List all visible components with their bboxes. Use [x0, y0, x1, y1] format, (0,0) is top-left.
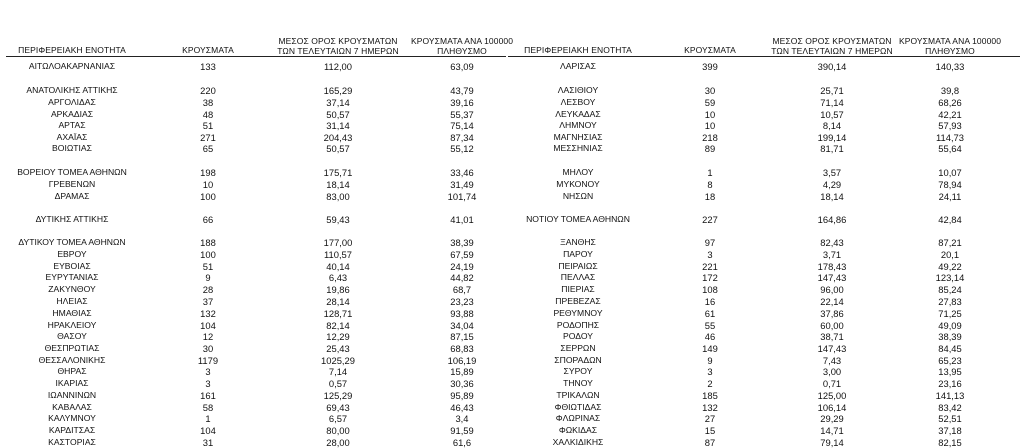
left-per100k-cell: 67,59	[450, 249, 474, 260]
left-avg7-cell: 18,14	[326, 179, 350, 190]
right-avg7-cell: 81,71	[820, 143, 844, 154]
left-region-cell: ΘΗΡΑΣ	[57, 366, 87, 376]
left-region-cell: ΑΡΚΑΔΙΑΣ	[50, 109, 94, 119]
left-per100k-cell: 39,16	[450, 97, 474, 108]
left-header-per100k-line2: ΠΛΗΘΥΣΜΟ	[437, 46, 487, 56]
left-per100k-cell: 15,89	[450, 366, 474, 377]
right-avg7-cell: 164,86	[817, 214, 847, 225]
left-cases-cell: 48	[202, 109, 214, 120]
left-avg7-cell: 50,57	[326, 109, 350, 120]
right-region-cell: ΧΑΛΚΙΔΙΚΗΣ	[552, 437, 604, 447]
right-per100k-cell: 114,73	[936, 132, 964, 143]
right-avg7-cell: 106,14	[817, 402, 847, 413]
right-per100k-cell: 84,45	[938, 343, 962, 354]
left-header-avg7	[268, 36, 408, 56]
right-avg7-cell: 3,00	[822, 366, 842, 377]
right-cases-cell: 27	[704, 413, 716, 424]
right-cases-cell: 61	[704, 308, 716, 319]
right-avg7-cell: 29,29	[820, 413, 844, 424]
right-region-cell: ΜΥΚΟΝΟΥ	[556, 179, 600, 189]
left-cases-cell: 220	[200, 85, 216, 96]
left-cases-cell: 100	[200, 191, 216, 202]
left-region-cell: ΒΟΡΕΙΟΥ ΤΟΜΕΑ ΑΘΗΝΩΝ	[17, 167, 127, 177]
left-region-cell: ΘΕΣΠΡΩΤΙΑΣ	[44, 343, 100, 353]
left-region-cell: ΚΑΣΤΟΡΙΑΣ	[48, 437, 96, 447]
left-region-cell: ΔΡΑΜΑΣ	[54, 191, 90, 201]
left-per100k-cell: 44,82	[450, 272, 474, 283]
left-per100k-cell: 33,46	[450, 167, 474, 178]
right-cases-cell: 399	[702, 61, 718, 72]
right-region-cell: ΤΗΝΟΥ	[563, 378, 593, 388]
right-per100k-cell: 68,26	[938, 97, 962, 108]
right-region-cell: ΜΑΓΝΗΣΙΑΣ	[553, 132, 603, 142]
left-per100k-cell: 87,15	[450, 331, 474, 342]
left-avg7-cell: 177,00	[323, 237, 353, 248]
left-per100k-cell: 34,04	[450, 320, 474, 331]
left-region-cell: ΑΝΑΤΟΛΙΚΗΣ ΑΤΤΙΚΗΣ	[26, 85, 118, 95]
left-avg7-cell: 1025,29	[321, 355, 355, 366]
right-cases-cell: 97	[704, 237, 716, 248]
right-per100k-cell: 23,16	[938, 378, 962, 389]
right-region-cell: ΞΑΝΘΗΣ	[560, 237, 596, 247]
right-region-cell: ΣΠΟΡΑΔΩΝ	[554, 355, 602, 365]
right-per100k-cell: 38,39	[938, 331, 962, 342]
right-per100k-cell: 82,15	[938, 437, 962, 448]
right-cases-cell: 2	[707, 378, 713, 389]
left-region-cell: ΒΟΙΩΤΙΑΣ	[52, 143, 92, 153]
left-region-cell: ΚΑΛΥΜΝΟΥ	[48, 413, 96, 423]
left-header-region: ΠΕΡΙΦΕΡΕΙΑΚΗ ΕΝΟΤΗΤΑ	[18, 45, 126, 55]
left-avg7-cell: 125,29	[323, 390, 353, 401]
right-per100k-cell: 57,93	[938, 120, 962, 131]
right-avg7-cell: 390,14	[817, 61, 847, 72]
left-cases-cell: 66	[202, 214, 214, 225]
right-avg7-cell: 60,00	[820, 320, 844, 331]
left-cases-cell: 31	[202, 437, 214, 448]
right-cases-cell: 46	[704, 331, 716, 342]
left-region-cell: ΙΩΑΝΝΙΝΩΝ	[47, 390, 97, 400]
left-per100k-cell: 68,83	[450, 343, 474, 354]
right-region-cell: ΝΟΤΙΟΥ ΤΟΜΕΑ ΑΘΗΝΩΝ	[526, 214, 630, 224]
left-cases-cell: 58	[202, 402, 214, 413]
left-avg7-cell: 59,43	[326, 214, 350, 225]
left-avg7-cell: 69,43	[326, 402, 350, 413]
left-avg7-cell: 28,00	[326, 437, 350, 448]
right-cases-cell: 8	[707, 179, 713, 190]
right-avg7-cell: 8,14	[822, 120, 842, 131]
left-region-cell: ΑΙΤΩΛΟΑΚΑΡΝΑΝΙΑΣ	[28, 61, 116, 71]
left-avg7-cell: 6,57	[328, 413, 348, 424]
left-cases-cell: 132	[200, 308, 216, 319]
left-cases-cell: 133	[200, 61, 216, 72]
left-cases-cell: 104	[200, 320, 216, 331]
right-cases-cell: 89	[704, 143, 716, 154]
left-per100k-cell: 95,89	[450, 390, 474, 401]
left-per100k-cell: 3,4	[455, 413, 469, 424]
left-region-cell: ΔΥΤΙΚΟΥ ΤΟΜΕΑ ΑΘΗΝΩΝ	[18, 237, 126, 247]
right-cases-cell: 172	[702, 272, 718, 283]
right-per100k-cell: 87,21	[938, 237, 962, 248]
right-avg7-cell: 37,86	[820, 308, 844, 319]
left-per100k-cell: 106,19	[447, 355, 477, 366]
right-region-cell: ΡΟΔΟΠΗΣ	[556, 320, 600, 330]
right-region-cell: ΡΟΔΟΥ	[563, 331, 593, 341]
right-region-cell: ΣΥΡΟΥ	[563, 366, 593, 376]
right-per100k-cell: 78,94	[938, 179, 962, 190]
left-region-cell: ΖΑΚΥΝΘΟΥ	[48, 284, 96, 294]
left-per100k-cell: 30,36	[450, 378, 474, 389]
right-header-avg7-line2: ΤΩΝ ΤΕΛΕΥΤΑΙΩΝ 7 ΗΜΕΡΩΝ	[771, 46, 893, 56]
left-avg7-cell: 25,43	[326, 343, 350, 354]
right-cases-cell: 59	[704, 97, 716, 108]
right-avg7-cell: 199,14	[817, 132, 847, 143]
right-cases-cell: 108	[702, 284, 718, 295]
right-per100k-cell: 39,8	[940, 85, 960, 96]
left-region-cell: ΙΚΑΡΙΑΣ	[55, 378, 89, 388]
right-cases-cell: 16	[704, 296, 716, 307]
left-region-cell: ΕΥΒΟΙΑΣ	[53, 261, 91, 271]
left-avg7-cell: 6,43	[328, 272, 348, 283]
right-header-per100k-line1: ΚΡΟΥΣΜΑΤΑ ΑΝΑ 100000	[898, 36, 1002, 46]
right-cases-cell: 10	[704, 109, 716, 120]
right-cases-cell: 221	[702, 261, 718, 272]
right-avg7-cell: 96,00	[820, 284, 844, 295]
left-region-cell: ΚΑΡΔΙΤΣΑΣ	[48, 425, 96, 435]
left-avg7-cell: 19,86	[326, 284, 350, 295]
header-rule-right	[508, 56, 1020, 57]
left-region-cell: ΔΥΤΙΚΗΣ ΑΤΤΙΚΗΣ	[35, 214, 109, 224]
left-avg7-cell: 50,57	[326, 143, 350, 154]
left-avg7-cell: 165,29	[323, 85, 353, 96]
right-per100k-cell: 42,21	[938, 109, 962, 120]
left-avg7-cell: 112,00	[324, 61, 352, 72]
right-region-cell: ΜΕΣΣΗΝΙΑΣ	[553, 143, 603, 153]
right-header-region: ΠΕΡΙΦΕΡΕΙΑΚΗ ΕΝΟΤΗΤΑ	[524, 45, 632, 55]
left-cases-cell: 100	[200, 249, 216, 260]
left-per100k-cell: 55,12	[450, 143, 474, 154]
right-cases-cell: 18	[704, 191, 716, 202]
left-per100k-cell: 101,74	[447, 191, 477, 202]
right-cases-cell: 149	[702, 343, 718, 354]
right-region-cell: ΜΗΛΟΥ	[562, 167, 594, 177]
left-region-cell: ΘΑΣΟΥ	[57, 331, 87, 341]
right-avg7-cell: 25,71	[820, 85, 844, 96]
left-header-avg7-line2: ΤΩΝ ΤΕΛΕΥΤΑΙΩΝ 7 ΗΜΕΡΩΝ	[277, 46, 399, 56]
right-avg7-cell: 18,14	[820, 191, 844, 202]
right-cases-cell: 3	[707, 366, 713, 377]
left-cases-cell: 1	[205, 413, 211, 424]
left-avg7-cell: 37,14	[326, 97, 350, 108]
right-cases-cell: 55	[704, 320, 716, 331]
right-region-cell: ΣΕΡΡΩΝ	[560, 343, 596, 353]
left-cases-cell: 1179	[197, 355, 219, 366]
right-per100k-cell: 20,1	[940, 249, 960, 260]
right-avg7-cell: 147,43	[817, 343, 847, 354]
right-per100k-cell: 123,14	[935, 272, 965, 283]
left-cases-cell: 28	[202, 284, 214, 295]
right-per100k-cell: 10,07	[938, 167, 962, 178]
right-cases-cell: 185	[702, 390, 718, 401]
left-cases-cell: 37	[202, 296, 214, 307]
left-avg7-cell: 83,00	[326, 191, 350, 202]
right-region-cell: ΛΕΥΚΑΔΑΣ	[555, 109, 601, 119]
left-cases-cell: 188	[200, 237, 216, 248]
right-avg7-cell: 82,43	[820, 237, 844, 248]
left-cases-cell: 161	[200, 390, 216, 401]
left-cases-cell: 65	[202, 143, 214, 154]
right-per100k-cell: 85,24	[938, 284, 962, 295]
right-per100k-cell: 65,23	[938, 355, 962, 366]
left-cases-cell: 198	[200, 167, 216, 178]
left-per100k-cell: 87,34	[450, 132, 474, 143]
right-region-cell: ΝΗΣΩΝ	[562, 191, 594, 201]
left-cases-cell: 271	[200, 132, 216, 143]
right-region-cell: ΡΕΘΥΜΝΟΥ	[553, 308, 603, 318]
right-avg7-cell: 38,71	[820, 331, 844, 342]
left-region-cell: ΗΡΑΚΛΕΙΟΥ	[47, 320, 97, 330]
right-cases-cell: 3	[707, 249, 713, 260]
left-cases-cell: 51	[202, 120, 214, 131]
left-cases-cell: 3	[205, 366, 211, 377]
right-cases-cell: 10	[704, 120, 716, 131]
left-cases-cell: 9	[205, 272, 211, 283]
right-per100k-cell: 37,18	[938, 425, 962, 436]
right-avg7-cell: 4,29	[822, 179, 842, 190]
left-cases-cell: 104	[200, 425, 216, 436]
right-per100k-cell: 42,84	[938, 214, 962, 225]
left-per100k-cell: 75,14	[450, 120, 474, 131]
left-avg7-cell: 204,43	[323, 132, 353, 143]
right-avg7-cell: 125,00	[817, 390, 847, 401]
left-avg7-cell: 175,71	[323, 167, 353, 178]
right-avg7-cell: 178,43	[817, 261, 847, 272]
left-region-cell: ΑΡΤΑΣ	[58, 120, 86, 130]
left-region-cell: ΗΜΑΘΙΑΣ	[52, 308, 92, 318]
header-rule-left	[6, 56, 506, 57]
left-per100k-cell: 61,6	[452, 437, 472, 448]
right-per100k-cell: 71,25	[938, 308, 962, 319]
right-region-cell: ΠΡΕΒΕΖΑΣ	[555, 296, 601, 306]
left-avg7-cell: 12,29	[326, 331, 350, 342]
left-avg7-cell: 7,14	[328, 366, 348, 377]
right-region-cell: ΤΡΙΚΑΛΩΝ	[556, 390, 600, 400]
right-avg7-cell: 71,14	[820, 97, 844, 108]
right-region-cell: ΦΛΩΡΙΝΑΣ	[555, 413, 601, 423]
left-per100k-cell: 41,01	[450, 214, 474, 225]
right-avg7-cell: 7,43	[822, 355, 842, 366]
right-per100k-cell: 55,64	[938, 143, 962, 154]
right-avg7-cell: 14,71	[820, 425, 844, 436]
left-header-cases: ΚΡΟΥΣΜΑΤΑ	[182, 45, 234, 55]
right-avg7-cell: 147,43	[817, 272, 847, 283]
left-region-cell: ΕΒΡΟΥ	[57, 249, 87, 259]
right-per100k-cell: 49,22	[938, 261, 962, 272]
right-region-cell: ΛΗΜΝΟΥ	[559, 120, 597, 130]
right-region-cell: ΛΑΣΙΘΙΟΥ	[557, 85, 599, 95]
right-avg7-cell: 79,14	[820, 437, 844, 448]
right-region-cell: ΛΕΣΒΟΥ	[560, 97, 596, 107]
left-cases-cell: 30	[202, 343, 214, 354]
left-avg7-cell: 31,14	[326, 120, 350, 131]
left-per100k-cell: 38,39	[450, 237, 474, 248]
left-cases-cell: 12	[202, 331, 214, 342]
right-region-cell: ΠΙΕΡΙΑΣ	[561, 284, 595, 294]
right-cases-cell: 9	[707, 355, 713, 366]
right-per100k-cell: 52,51	[938, 413, 962, 424]
left-cases-cell: 38	[202, 97, 214, 108]
left-avg7-cell: 80,00	[326, 425, 350, 436]
left-per100k-cell: 91,59	[450, 425, 474, 436]
right-cases-cell: 218	[702, 132, 718, 143]
right-cases-cell: 15	[704, 425, 716, 436]
left-region-cell: ΑΧΑΪΑΣ	[56, 132, 88, 142]
left-region-cell: ΑΡΓΟΛΙΔΑΣ	[48, 97, 96, 107]
left-avg7-cell: 110,57	[324, 249, 352, 260]
right-cases-cell: 227	[702, 214, 718, 225]
right-region-cell: ΦΩΚΙΔΑΣ	[558, 425, 598, 435]
right-region-cell: ΛΑΡΙΣΑΣ	[560, 61, 596, 71]
right-cases-cell: 87	[704, 437, 716, 448]
right-per100k-cell: 83,42	[938, 402, 962, 413]
left-per100k-cell: 55,37	[450, 109, 474, 120]
left-avg7-cell: 28,14	[326, 296, 350, 307]
right-region-cell: ΠΕΙΡΑΙΩΣ	[558, 261, 598, 271]
left-cases-cell: 51	[202, 261, 214, 272]
left-avg7-cell: 128,71	[323, 308, 353, 319]
right-per100k-cell: 140,33	[935, 61, 965, 72]
right-header-per100k-line2: ΠΛΗΘΥΣΜΟ	[925, 46, 975, 56]
right-header-cases: ΚΡΟΥΣΜΑΤΑ	[684, 45, 736, 55]
right-avg7-cell: 22,14	[820, 296, 844, 307]
left-region-cell: ΘΕΣΣΑΛΟΝΙΚΗΣ	[38, 355, 106, 365]
left-avg7-cell: 40,14	[326, 261, 350, 272]
left-per100k-cell: 63,09	[450, 61, 474, 72]
right-header-per100k	[880, 36, 1020, 56]
right-per100k-cell: 27,83	[938, 296, 962, 307]
left-per100k-cell: 24,19	[450, 261, 474, 272]
left-avg7-cell: 82,14	[326, 320, 350, 331]
right-per100k-cell: 13,95	[938, 366, 962, 377]
right-per100k-cell: 141,13	[935, 390, 965, 401]
right-region-cell: ΠΕΛΛΑΣ	[560, 272, 596, 282]
right-cases-cell: 1	[707, 167, 713, 178]
right-header-avg7-line1: ΜΕΣΟΣ ΟΡΟΣ ΚΡΟΥΣΜΑΤΩΝ	[772, 36, 892, 46]
right-avg7-cell: 3,57	[822, 167, 842, 178]
left-per100k-cell: 31,49	[450, 179, 474, 190]
left-region-cell: ΓΡΕΒΕΝΩΝ	[48, 179, 96, 189]
left-per100k-cell: 68,7	[452, 284, 472, 295]
left-region-cell: ΚΑΒΑΛΑΣ	[52, 402, 92, 412]
left-per100k-cell: 23,23	[450, 296, 474, 307]
left-cases-cell: 3	[205, 378, 211, 389]
right-region-cell: ΠΑΡΟΥ	[563, 249, 593, 259]
left-region-cell: ΗΛΕΙΑΣ	[56, 296, 88, 306]
left-per100k-cell: 43,79	[450, 85, 474, 96]
right-avg7-cell: 0,71	[822, 378, 842, 389]
left-avg7-cell: 0,57	[328, 378, 348, 389]
right-avg7-cell: 10,57	[820, 109, 844, 120]
right-region-cell: ΦΘΙΩΤΙΔΑΣ	[554, 402, 602, 412]
right-avg7-cell: 3,71	[822, 249, 842, 260]
left-header-per100k-line1: ΚΡΟΥΣΜΑΤΑ ΑΝΑ 100000	[410, 36, 514, 46]
right-per100k-cell: 49,09	[938, 320, 962, 331]
left-header-per100k	[392, 36, 532, 56]
left-cases-cell: 10	[202, 179, 214, 190]
right-cases-cell: 132	[702, 402, 718, 413]
right-per100k-cell: 24,11	[938, 191, 962, 202]
right-cases-cell: 30	[704, 85, 716, 96]
left-header-avg7-line1: ΜΕΣΟΣ ΟΡΟΣ ΚΡΟΥΣΜΑΤΩΝ	[278, 36, 398, 46]
left-per100k-cell: 46,43	[450, 402, 474, 413]
left-per100k-cell: 93,88	[450, 308, 474, 319]
left-region-cell: ΕΥΡΥΤΑΝΙΑΣ	[45, 272, 99, 282]
